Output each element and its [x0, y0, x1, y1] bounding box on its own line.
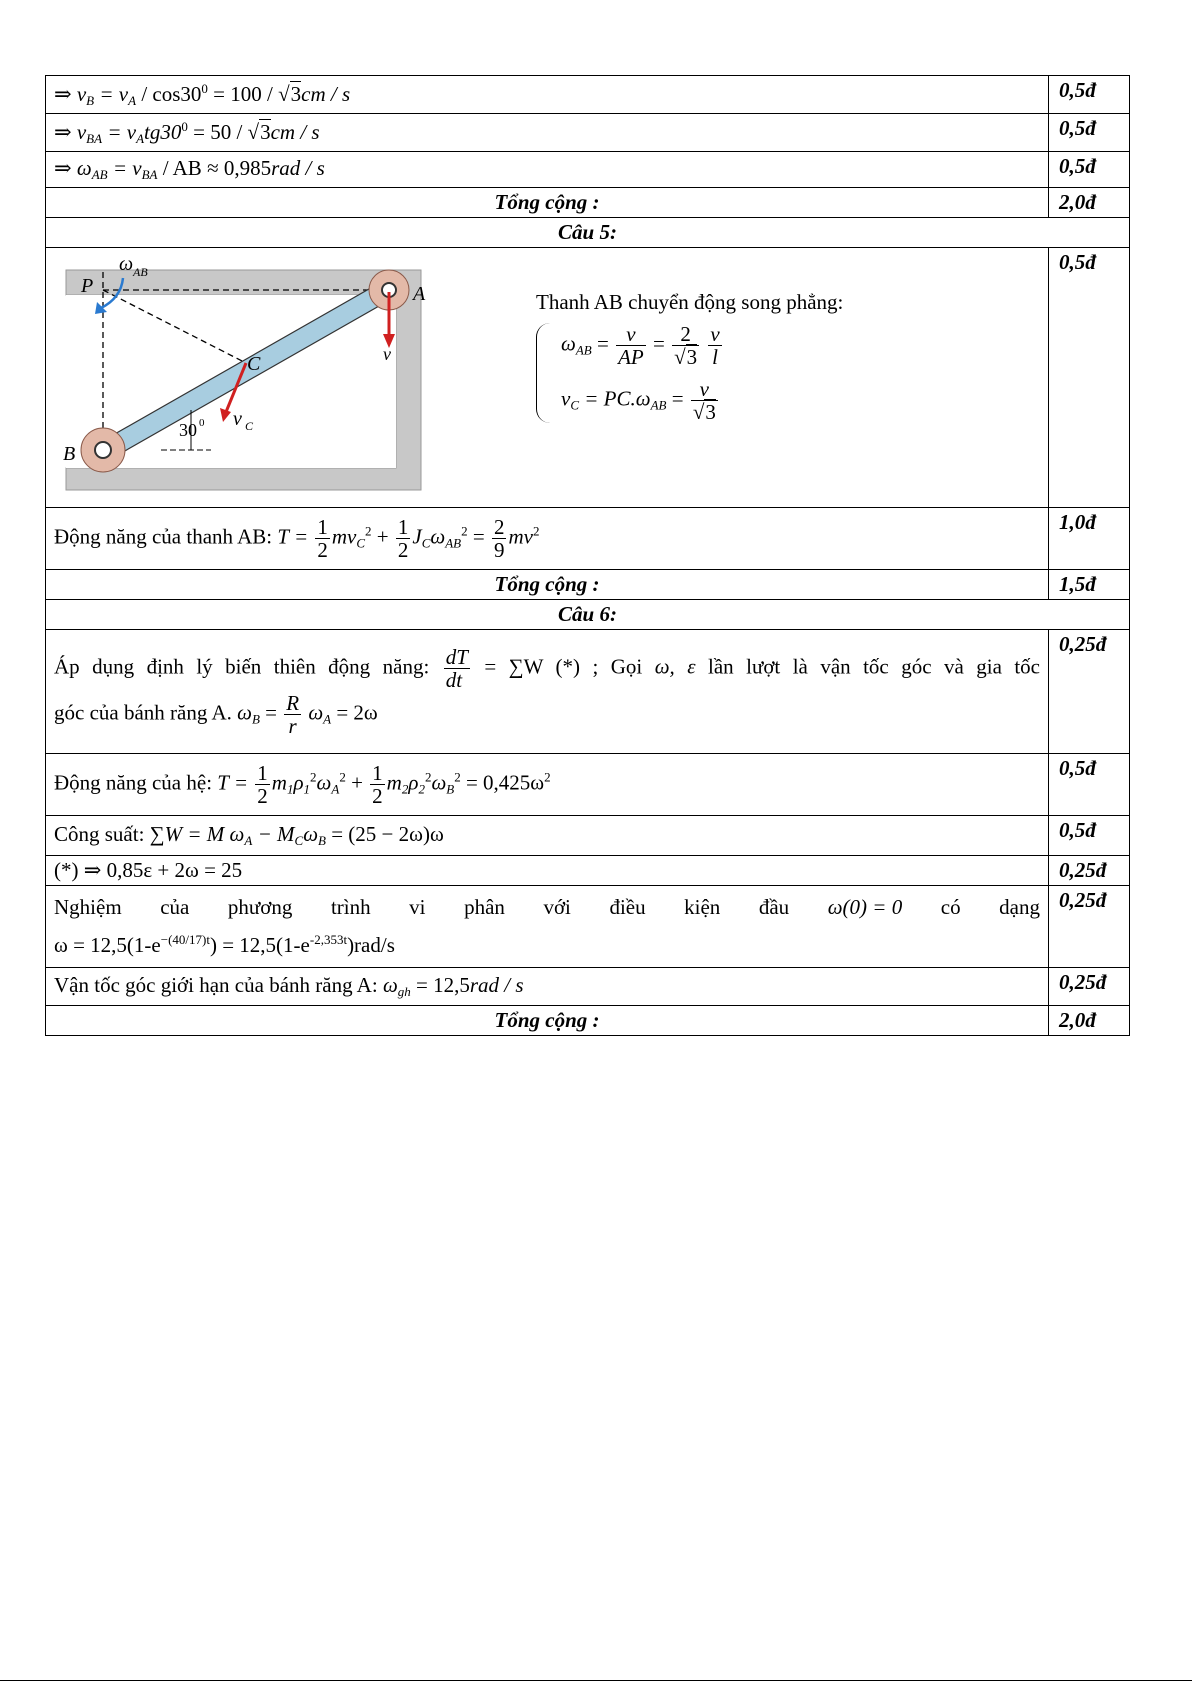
num: 1 — [257, 760, 268, 785]
text: ω — [316, 770, 332, 795]
den: dt — [445, 668, 463, 693]
label-angle-sup: 0 — [199, 417, 205, 429]
text: = — [259, 699, 283, 724]
sub: A — [136, 130, 145, 146]
row-cau6 — [46, 600, 1130, 630]
label-vc-sub: C — [245, 419, 254, 433]
solution-line-1 — [54, 889, 1040, 927]
text: = 2ω — [331, 699, 378, 724]
score: 0,5đ — [1049, 76, 1130, 114]
grading-table — [45, 75, 1130, 1036]
sub: A — [244, 833, 253, 848]
text: ω — [303, 699, 324, 724]
text: v — [561, 386, 571, 411]
text: lần lượt là vận tốc góc và gia tốc — [708, 654, 1040, 679]
den: 2 — [257, 784, 268, 808]
sub: BA — [141, 167, 158, 182]
text: ω — [231, 699, 252, 724]
text: ρ — [408, 770, 419, 795]
fraction — [370, 762, 385, 807]
score: 0,25đ — [1049, 630, 1130, 754]
power-formula — [46, 816, 1049, 856]
den: AP — [618, 345, 644, 370]
row-system-kinetic — [46, 754, 1130, 816]
num: 1 — [317, 514, 328, 539]
formula-omega-ab — [46, 152, 1049, 188]
fraction — [315, 516, 330, 561]
sub: 1 — [303, 781, 311, 797]
text: Động năng của thanh AB: — [54, 524, 273, 549]
fraction — [708, 323, 721, 368]
text: J — [412, 524, 422, 549]
sup: 0 — [201, 80, 208, 96]
sqrt: 3 — [705, 400, 716, 425]
text: = 12,5 — [410, 973, 470, 997]
sup: 2 — [424, 769, 432, 785]
label-a: A — [413, 283, 426, 305]
sqrt: 3 — [290, 81, 302, 106]
row-figure — [46, 248, 1130, 508]
text: )rad/s — [347, 932, 395, 957]
sub: gh — [397, 984, 411, 999]
word: Nghiệm — [54, 894, 122, 919]
equation-omega: $\omega_{AB}$ = $\frac{v}{AP}$ = $\frac{2}{√3}$ $\frac{v}{l}$ — [561, 322, 720, 370]
text: + — [371, 524, 394, 549]
sub: C — [421, 535, 431, 551]
text: ⇒ v — [54, 81, 87, 106]
label-v: v — [383, 344, 391, 364]
word: vi — [409, 894, 426, 919]
text: ; Gọi — [592, 654, 643, 679]
sub: A — [128, 92, 137, 108]
sub: A — [331, 781, 340, 797]
star-equation: (*) ⇒ 0,85ε + 2ω = 25 — [46, 856, 1049, 886]
text: m — [271, 770, 287, 795]
word: điều — [609, 894, 646, 919]
num: v — [691, 378, 718, 401]
formula-vba: ⇒ $v_{BA} = v_Atg30^0 = 50 / √3cm / s$ — [46, 114, 1049, 152]
figure-explanation — [536, 290, 843, 433]
unit: cm / s — [301, 81, 351, 106]
sub: 2 — [418, 781, 425, 797]
text: = (25 − 2ω)ω — [325, 822, 444, 846]
row-solution — [46, 886, 1130, 968]
text: T = — [212, 770, 249, 795]
total-label: Tổng cộng : — [46, 1006, 1049, 1036]
label-omega: ω — [119, 253, 134, 275]
sup: 2 — [310, 769, 317, 785]
text: ∑W = M ω — [144, 822, 245, 846]
limit-formula — [46, 968, 1049, 1006]
sup: 0 — [181, 118, 188, 134]
num: v — [710, 322, 720, 346]
text: góc của bánh răng A. — [54, 699, 232, 724]
word: dạng — [999, 894, 1040, 919]
apply-line-1 — [54, 646, 1040, 691]
label-angle: 30 — [179, 420, 197, 440]
fraction — [284, 692, 301, 737]
fraction — [396, 516, 411, 561]
sub: C — [356, 535, 366, 551]
row-kinetic — [46, 508, 1130, 570]
num: R — [286, 690, 300, 715]
sup: -2,353t — [309, 931, 348, 947]
text: = PC.ω — [579, 386, 651, 411]
label-p: P — [81, 275, 94, 297]
sup: 2 — [365, 523, 372, 539]
word: với — [543, 894, 571, 919]
sub: 1 — [286, 781, 294, 797]
score: 0,25đ — [1049, 968, 1130, 1006]
den: 9 — [493, 538, 505, 562]
fraction — [616, 323, 646, 368]
word: kiện — [684, 894, 721, 919]
fraction — [492, 516, 507, 561]
text: = 50 / — [187, 119, 248, 144]
num: 2 — [672, 323, 699, 346]
formula-vb: ⇒ $v_B = v_A / \cos 30^0 = 100 / √3cm / s$ — [46, 76, 1049, 114]
sup: 2 — [532, 523, 540, 539]
den: √3 — [692, 400, 716, 425]
pin-b-inner — [95, 442, 111, 458]
word: của — [160, 894, 190, 919]
sub: B — [318, 833, 326, 848]
kinetic-formula — [46, 508, 1049, 570]
num: 1 — [397, 514, 409, 539]
sub: C — [570, 397, 579, 413]
word: có — [940, 894, 961, 919]
sub: B — [446, 781, 455, 797]
text: tg30 — [144, 119, 182, 144]
word: phân — [464, 894, 505, 919]
word: đầu — [758, 894, 790, 919]
text: = 100 / — [207, 81, 279, 106]
den: l — [712, 345, 718, 370]
text: ρ — [293, 770, 304, 795]
figure-caption: Thanh AB chuyển động song phẳng: — [536, 290, 844, 314]
label-b: B — [63, 443, 76, 465]
den: 2 — [397, 538, 409, 562]
den: √3 — [674, 345, 698, 370]
label-omega-sub: AB — [133, 265, 148, 279]
text: T = — [277, 524, 309, 549]
sub: AB — [650, 397, 667, 413]
row-limit — [46, 968, 1130, 1006]
apply-theorem — [46, 630, 1049, 754]
sqrt: 3 — [686, 345, 698, 370]
row-cau5 — [46, 218, 1130, 248]
section-heading: Câu 6: — [46, 600, 1130, 630]
score: 0,25đ — [1049, 886, 1130, 968]
text: = v — [107, 156, 142, 180]
text: ω — [561, 331, 576, 356]
sup: 2 — [544, 769, 551, 785]
sub: B — [251, 710, 260, 726]
score: 0,25đ — [1049, 856, 1130, 886]
num: v — [616, 323, 646, 346]
text: ω — [303, 822, 319, 846]
sup: 2 — [454, 769, 461, 785]
sub: B — [86, 92, 95, 108]
fraction — [672, 323, 699, 368]
fraction — [691, 378, 718, 423]
apply-line-2 — [54, 692, 1040, 737]
score: 1,5đ — [1049, 570, 1130, 600]
unit: rad / s — [271, 156, 325, 180]
num: dT — [445, 645, 468, 670]
text: mv — [331, 524, 357, 549]
score: 0,5đ — [1049, 816, 1130, 856]
mechanism-diagram — [61, 250, 481, 505]
sup: 2 — [461, 523, 468, 539]
text: + — [345, 770, 369, 795]
unit: cm / s — [270, 119, 320, 144]
text: = 0,425ω — [460, 770, 545, 795]
fraction — [255, 762, 270, 807]
row-apply — [46, 630, 1130, 754]
text: = v — [102, 119, 137, 144]
row-vba — [46, 114, 1130, 152]
text: Công suất: — [54, 822, 145, 846]
text: / cos30 — [136, 81, 202, 106]
score: 0,5đ — [1049, 152, 1130, 188]
page-divider — [0, 1680, 1192, 1681]
section-heading: Câu 5: — [46, 218, 1130, 248]
row-power — [46, 816, 1130, 856]
sub: BA — [86, 130, 103, 146]
score: 0,5đ — [1049, 248, 1130, 508]
sub: C — [294, 833, 304, 848]
text: ⇒ v — [54, 119, 87, 144]
system-kinetic-formula — [46, 754, 1049, 816]
text: ⇒ ω — [54, 156, 92, 180]
score: 2,0đ — [1049, 188, 1130, 218]
den: 2 — [317, 538, 328, 562]
score: 1,0đ — [1049, 508, 1130, 570]
text: / AB ≈ 0,985 — [157, 156, 272, 180]
text: = v — [94, 81, 129, 106]
equation-system — [536, 323, 843, 423]
text: Động năng của hệ: — [54, 770, 213, 795]
fraction — [444, 646, 470, 691]
total-label: Tổng cộng : — [46, 188, 1049, 218]
sup: 2 — [339, 769, 346, 785]
sqrt: 3 — [260, 119, 271, 144]
sub: AB — [91, 167, 108, 182]
num: 1 — [372, 760, 383, 785]
unit: rad / s — [469, 973, 524, 997]
word: trình — [330, 894, 371, 919]
num: 2 — [493, 514, 505, 539]
text: ) = 12,5(1-e — [209, 932, 310, 957]
sub: AB — [445, 535, 462, 551]
row-omega-ab — [46, 152, 1130, 188]
sup: −(40/17)t — [160, 931, 210, 947]
word: phương — [227, 894, 293, 919]
text: mv — [508, 524, 533, 549]
text: Vận tốc góc giới hạn của bánh răng A: — [54, 973, 378, 997]
label-vc: v — [233, 408, 242, 430]
solution-text — [46, 886, 1049, 968]
row-total-2 — [46, 570, 1130, 600]
den: r — [288, 713, 297, 738]
sub: AB — [575, 342, 592, 358]
total-label: Tổng cộng : — [46, 570, 1049, 600]
text: = ∑W (*) — [471, 654, 581, 679]
score: 0,5đ — [1049, 114, 1130, 152]
text: = — [467, 524, 490, 549]
figure-cell — [46, 248, 1049, 508]
text: ω — [430, 524, 446, 549]
score: 0,5đ — [1049, 754, 1130, 816]
text: m — [386, 770, 402, 795]
row-total-1 — [46, 188, 1130, 218]
row-star — [46, 856, 1130, 886]
text: ω — [431, 770, 447, 795]
text: Áp dụng định lý biến thiên động năng: — [54, 654, 430, 679]
label-c: C — [247, 353, 261, 375]
den: 2 — [372, 784, 383, 808]
text: ω — [377, 973, 398, 997]
equation-vc: $v_C = PC.\omega_{AB}$ = $\frac{v}{√3}$ — [561, 377, 716, 425]
row-total-3 — [46, 1006, 1130, 1036]
score: 2,0đ — [1049, 1006, 1130, 1036]
text: ω, ε — [642, 654, 708, 679]
sub: A — [323, 710, 332, 726]
text: − M — [252, 822, 295, 846]
text: ω = 12,5(1-e — [54, 932, 161, 957]
sub: 2 — [401, 781, 409, 797]
word: ω(0) = 0 — [827, 894, 903, 919]
row-vb — [46, 76, 1130, 114]
solution-line-2 — [54, 927, 1040, 965]
